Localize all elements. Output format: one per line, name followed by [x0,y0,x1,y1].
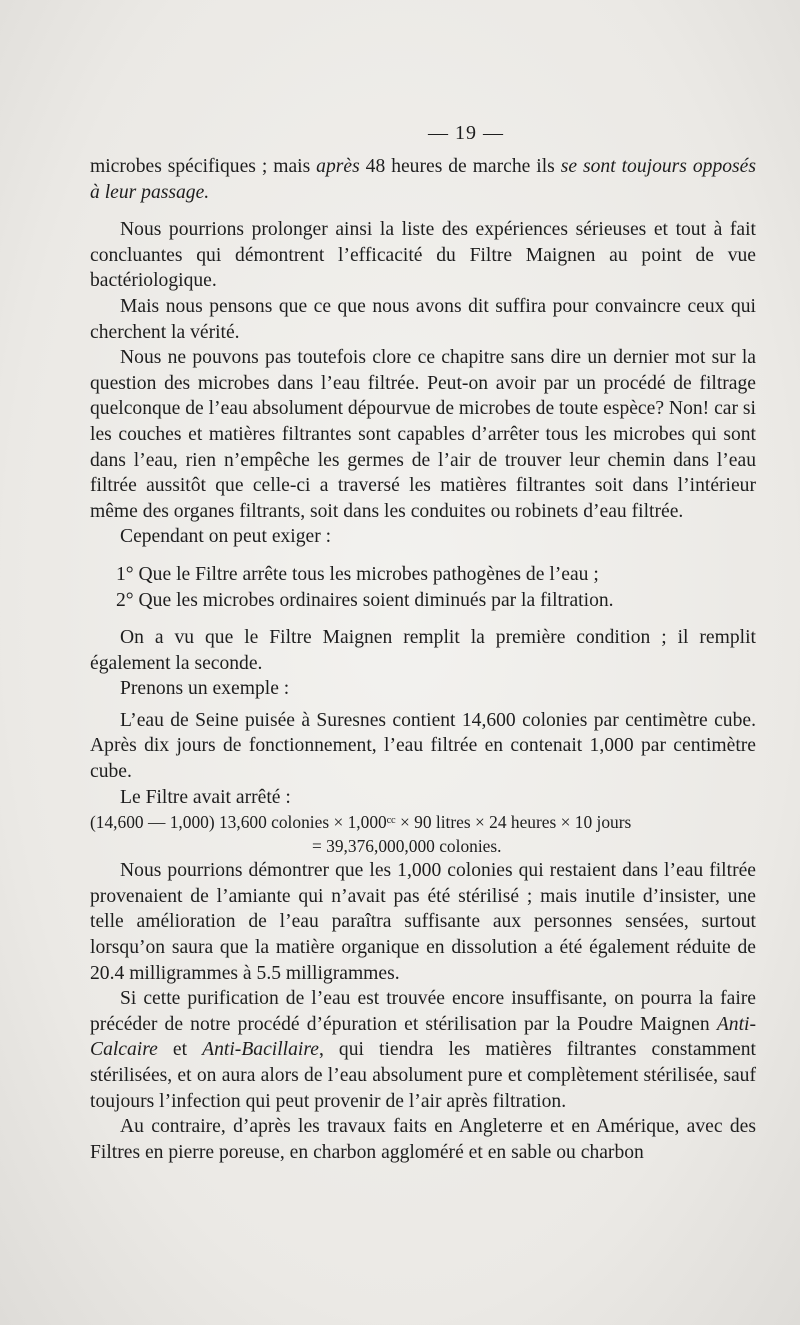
paragraph: Nous pourrions prolonger ainsi la liste des expériences sérieuses et tout à fait concluantes qui démontrent l’efficacité du Filtre Maignen au point de vue bactériologique. [90,219,756,292]
paragraph: Cependant on peut exiger : [120,526,332,548]
paragraph: Au contraire, d’après les travaux faits en Angleterre et en Amérique, avec des Filtres en pierre poreuse, en charbon aggloméré et en sable ou charbon [90,1116,756,1163]
calculation-result: = 39,376,000,000 colonies. [312,836,502,857]
italic-text: se sont toujours opposés à leur passage. [90,156,757,203]
calculation-line: (14,600 — 1,000) 13,600 colonies × 1,000ᶜᶜ × 90 litres × 24 heures × 10 jours [90,812,632,833]
italic-text: après [316,156,360,177]
list-item: 2° Que les microbes ordinaires soient diminués par la filtration. [116,589,614,611]
paragraph: L’eau de Seine puisée à Suresnes contient 14,600 colonies par centimètre cube. Après dix jours de fonctionnement, l’eau filtrée en contenait 1,000 par centimètre cube. [90,709,756,783]
italic-text: Anti-Calcaire [90,1013,756,1061]
paragraph-continuation: microbes spécifiques ; mais après 48 heures de marche ils se sont toujours opposés à leur passage. [90,156,757,203]
paragraph: Mais nous pensons que ce que nous avons dit suffira pour convaincre ceux qui cherchent la vérité. [90,295,756,343]
calculation [90,810,756,858]
italic-text: Anti-Bacillaire [202,1039,319,1061]
paragraph: Prenons un exemple : [120,678,290,700]
paragraph: On a vu que le Filtre Maignen remplit la première condition ; il remplit également la seconde. [90,627,756,674]
paragraph: Si cette purification de l’eau est trouvée encore insuffisante, on pourra la faire précéder de notre procédé d’épuration et stérilisation par la Poudre Maignen Anti-Calcaire et Anti-Bacillaire, qui tiendra les matières filtrantes constamment stérilisées, et on aura alors de l’eau absolument pure et complètement stérilisée, sauf toujours l’infection qui peut provenir de l’air après filtration. [90,988,756,1112]
paragraph: Le Filtre avait arrêté : [120,786,291,808]
body-text [90,154,756,1165]
list-item: 1° Que le Filtre arrête tous les microbes pathogènes de l’eau ; [116,563,599,585]
conditions-list [90,562,756,613]
paragraph: Nous ne pouvons pas toutefois clore ce chapitre sans dire un dernier mot sur la question des microbes dans l’eau filtrée. Peut-on avoir par un procédé de filtrage quelconque de l’eau absolument dépourvue de microbes de toute espèce? Non! car si les couches et matières filtrantes sont capables d’arrêter tous les microbes qui sont dans l’eau, rien n’empêche les germes de l’air de trouver leur chemin dans l’eau filtrée aussitôt que celle-ci a traversé les matières filtrantes soit dans l’intérieur même des organes filtrants, soit dans les conduites ou robinets d’eau filtrée. [90,347,756,522]
paragraph: Nous pourrions démontrer que les 1,000 colonies qui restaient dans l’eau filtrée provenaient de l’amiante qui n’avait pas été stérilisé ; mais inutile d’insister, une telle amélioration de l’eau paraîtra suffisante aux personnes sensées, surtout lorsqu’on saura que la matière organique en dissolution a été également réduite de 20.4 milligrammes à 5.5 milligrammes. [90,860,756,984]
page-number: — 19 — [428,122,504,144]
